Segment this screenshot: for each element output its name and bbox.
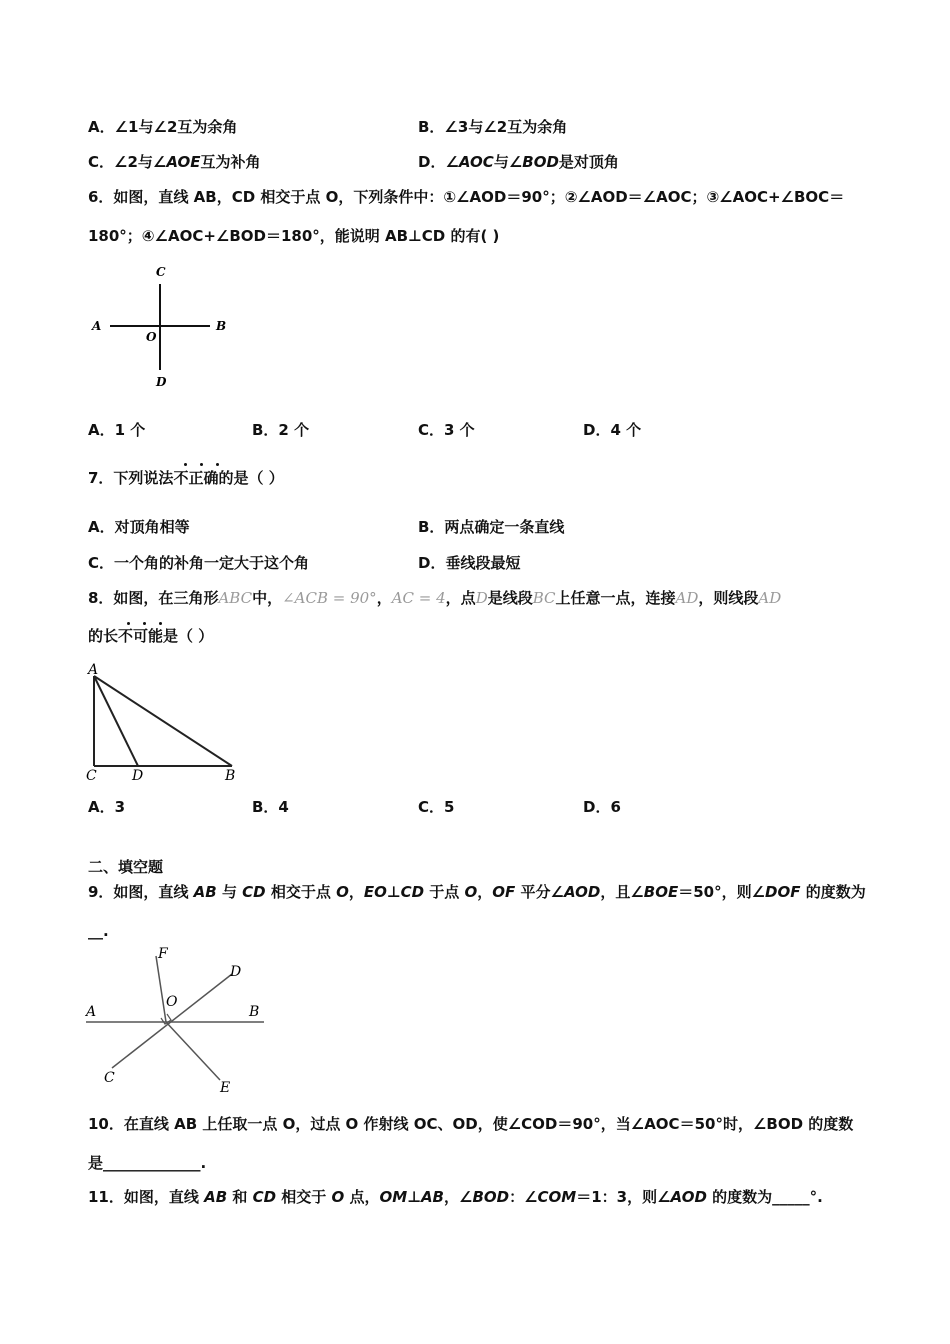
q9-ray-of [156,956,166,1022]
q9-label-e: E [220,1080,231,1096]
section-heading-fill-in: 二、填空题 [88,858,164,876]
q7-emphasis-dot [184,463,187,466]
q5-option-c: C．∠2与∠AOE互为补角 [88,153,261,171]
q9-label-o: O [166,994,178,1010]
q6-label-d: D [156,375,167,389]
q8-option-d: D．6 [583,798,621,816]
q6-figure [88,262,238,392]
q8-segment-ab [94,676,232,766]
q9-label-a: A [86,1004,97,1020]
q6-option-d: D．4 个 [583,421,642,439]
q6-option-a: A．1 个 [88,421,146,439]
q10-text-line2: 是_____________. [88,1154,207,1172]
q8-figure [84,658,244,788]
q9-label-b: B [249,1004,260,1020]
q9-text-line1: 9．如图，直线 AB 与 CD 相交于点 O，EO⊥CD 于点 O，OF 平分∠AOD，且∠BOE＝50°，则∠DOF 的度数为 [88,883,866,901]
q8-option-a: A．3 [88,798,126,816]
q6-text-line2: 180°；④∠AOC+∠BOD＝180°，能说明 AB⊥CD 的有( ) [88,227,500,245]
q9-text-line2: __. [88,922,109,940]
q7-text: 7．下列说法不正确的是（ ） [88,469,284,487]
q8-emphasis-dot [159,622,162,625]
q11-text: 11．如图，直线 AB 和 CD 相交于 O 点，OM⊥AB，∠BOD：∠COM＝1：3，则∠AOD 的度数为_____°. [88,1188,823,1206]
q7-emphasis-dot [216,463,219,466]
q5-option-d: D．∠AOC与∠BOD是对顶角 [418,153,619,171]
q8-label-c: C [86,768,97,784]
q7-option-b: B．两点确定一条直线 [418,518,565,536]
q7-option-a: A．对顶角相等 [88,518,190,536]
q8-option-c: C．5 [418,798,455,816]
q9-line-cd [112,974,232,1068]
q10-text-line1: 10．在直线 AB 上任取一点 O，过点 O 作射线 OC、OD，使∠COD＝90°，当∠AOC＝50°时，∠BOD 的度数 [88,1115,854,1133]
q9-label-c: C [104,1070,115,1086]
q8-text-line2: 的长不可能是（ ） [88,627,214,645]
q8-emphasis-dot [143,622,146,625]
q8-label-a: A [88,662,99,678]
q6-text-line1: 6．如图，直线 AB，CD 相交于点 O，下列条件中：①∠AOD＝90°；②∠AOD＝∠AOC；③∠AOC+∠BOC＝ [88,188,845,206]
q6-option-c: C．3 个 [418,421,475,439]
q9-label-f: F [158,946,168,962]
q6-label-o: O [146,330,157,344]
q5-option-a: A．∠1与∠2互为余角 [88,118,238,136]
q5-option-b: B．∠3与∠2互为余角 [418,118,568,136]
q6-label-b: B [216,319,227,333]
q8-text-line1: 8．如图，在三角形ABC中，∠ACB = 90°，AC = 4，点D是线段BC上任意一点，连接AD，则线段AD [88,589,782,607]
q8-option-b: B．4 [252,798,289,816]
q8-label-b: B [225,768,236,784]
q8-emphasis-dot [127,622,130,625]
q9-figure [84,946,274,1096]
q8-label-d: D [132,768,144,784]
q7-emphasis-dot [200,463,203,466]
q6-label-c: C [156,265,166,279]
q7-option-d: D．垂线段最短 [418,554,521,572]
q6-option-b: B．2 个 [252,421,310,439]
q9-label-d: D [230,964,242,980]
q9-ray-oe [166,1022,220,1080]
q7-option-c: C．一个角的补角一定大于这个角 [88,554,310,572]
q6-label-a: A [92,319,102,333]
